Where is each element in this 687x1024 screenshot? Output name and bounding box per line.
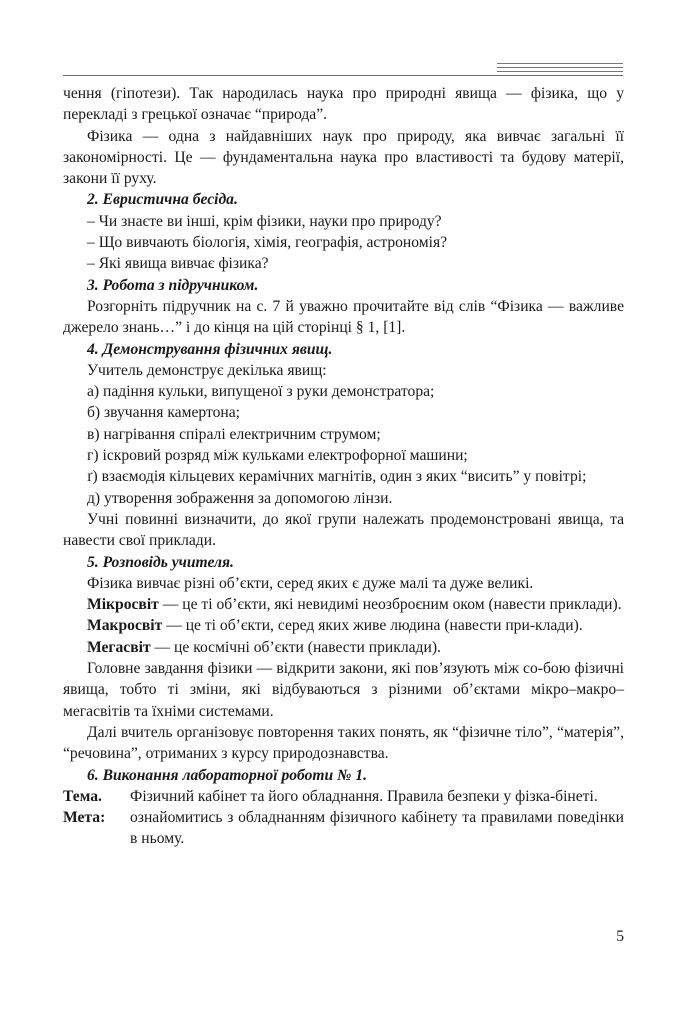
paragraph: Фізика вивчає різні об’єкти, серед яких є дуже малі та дуже великі.: [87, 574, 534, 592]
paragraph: б) звучання камертона;: [87, 404, 240, 422]
paragraph: Головне завдання фізики — відкрити закони, які пов’язують між со-бою фізичні явища, тобто ті зміни, які відбуваються з різними об’єктами мікро–макро–мегасвітів та їхніми системами.: [63, 660, 624, 720]
paragraph: Далі вчитель організовує повторення таких понять, як “фізичне тіло”, “матерія”, “речовина”, отриманих з курсу природознавства.: [63, 723, 624, 763]
paragraph: д) утворення зображення за допомогою лінзи.: [87, 489, 393, 507]
lab-row: [63, 807, 624, 850]
term-definition: — це ті об’єкти, серед яких живе людина (навести при-клади).: [162, 617, 583, 635]
section-heading: 6. Виконання лабораторної роботи № 1.: [87, 766, 367, 784]
header-decor-line: [497, 67, 623, 68]
paragraph: чення (гіпотези). Так народилась наука про природні явища — фізика, що у перекладі з грецької означає “природа”.: [63, 85, 624, 124]
header-rule: [63, 75, 623, 76]
paragraph: Розгорніть підручник на с. 7 й уважно прочитайте від слів “Фізика — важливе джерело знань…” і до кінця на цій сторінці § 1, [1].: [63, 297, 624, 337]
section-heading: 3. Робота з підручником.: [87, 276, 259, 294]
lab-value: Фізичний кабінет та його обладнання. Правила безпеки у фізка-бінеті.: [130, 787, 598, 805]
paragraph: ґ) взаємодія кільцевих керамічних магнітів, один з яких “висить” у повітрі;: [87, 468, 587, 486]
term-label: Мікросвіт: [87, 596, 159, 614]
lab-key: Мета:: [63, 809, 106, 827]
paragraph: Учитель демонструє декілька явищ:: [87, 361, 327, 379]
page-number: 5: [616, 928, 624, 945]
header-decor-line: [497, 63, 623, 64]
section-heading: 2. Евристична бесіда.: [87, 191, 238, 209]
paragraph: – Чи знаєте ви інші, крім фізики, науки про природу?: [87, 212, 442, 230]
paragraph: – Які явища вивчає фізика?: [87, 255, 269, 273]
section-heading: 5. Розповідь учителя.: [87, 553, 234, 571]
term-paragraph: [63, 615, 624, 636]
term-label: Мегасвіт: [87, 638, 151, 656]
section-heading: 4. Демонстрування фізичних явищ.: [87, 340, 333, 358]
paragraph: в) нагрівання спіралі електричним струмом;: [87, 425, 381, 443]
header-decor-line: [497, 71, 623, 72]
term-paragraph: [63, 637, 624, 658]
lab-key: Тема.: [63, 787, 102, 805]
paragraph: Учні повинні визначити, до якої групи належать продемонстровані явища, та навести свої приклади.: [63, 510, 624, 550]
page-body: [63, 83, 624, 850]
paragraph: – Що вивчають біологія, хімія, географія, астрономія?: [87, 234, 448, 252]
term-label: Макросвіт: [87, 617, 163, 635]
paragraph: Фізика — одна з найдавніших наук про природу, яка вивчає загальні її закономірності. Це — фундаментальна наука про властивості та будову матерії, закони її руху.: [63, 127, 624, 188]
paragraph: а) падіння кульки, випущеної з руки демонстратора;: [87, 383, 435, 401]
term-definition: — це космічні об’єкти (навести приклади).: [150, 638, 441, 656]
term-definition: — це ті об’єкти, які невидимі неозброєним оком (навести приклади).: [158, 596, 622, 614]
lab-value: ознайомитись з обладнанням фізичного кабінету та правилами поведінки в ньому.: [130, 809, 624, 848]
term-paragraph: [63, 594, 624, 615]
paragraph: г) іскровий розряд між кульками електрофорної машини;: [87, 447, 468, 465]
lab-row: [63, 786, 624, 807]
